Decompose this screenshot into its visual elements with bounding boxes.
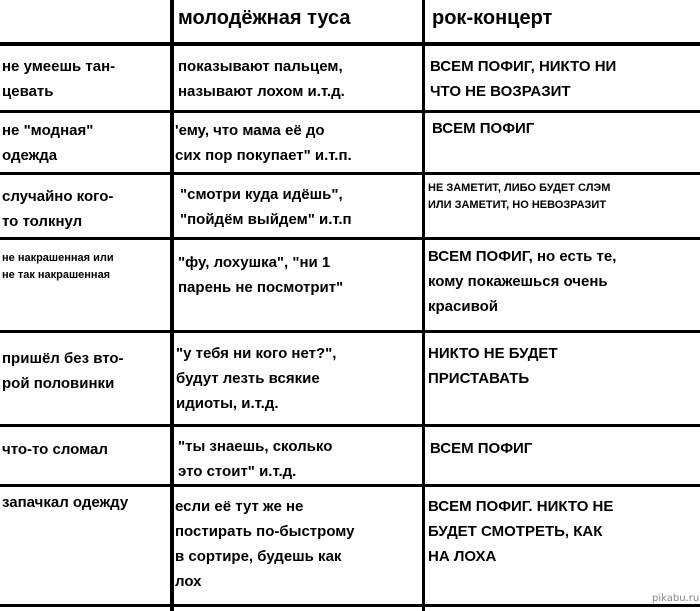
- situation-cell: случайно кого- то толкнул: [2, 188, 114, 230]
- rock-cell: ВСЕМ ПОФИГ: [432, 120, 535, 137]
- situation-cell: не умеешь тан- цевать: [2, 58, 116, 100]
- vertical-line-2: [422, 0, 425, 611]
- party-cell: 'ему, что мама её до сих пор покупает" и.т.п.: [175, 122, 352, 164]
- horizontal-line-3: [0, 237, 700, 240]
- horizontal-line-7: [0, 604, 700, 607]
- header-party: молодёжная туса: [178, 7, 351, 29]
- situation-cell: пришёл без вто- рой половинки: [2, 350, 124, 392]
- horizontal-line-5: [0, 424, 700, 427]
- rock-cell: ВСЕМ ПОФИГ, но есть те, кому покажешься очень красивой: [428, 248, 617, 315]
- rock-cell: НЕ ЗАМЕТИТ, ЛИБО БУДЕТ СЛЭМ ИЛИ ЗАМЕТИТ, НО НЕВОЗРАЗИТ: [428, 182, 611, 211]
- rock-cell: ВСЕМ ПОФИГ: [430, 440, 533, 457]
- party-cell: "смотри куда идёшь", "пойдём выйдем" и.т.п: [180, 186, 352, 228]
- header-rock-concert: рок-концерт: [432, 7, 553, 29]
- party-cell: если её тут же не постирать по-быстрому в сортире, будешь как лох: [175, 498, 355, 590]
- rock-cell: ВСЕМ ПОФИГ. НИКТО НЕ БУДЕТ СМОТРЕТЬ, КАК НА ЛОХА: [428, 498, 614, 565]
- rock-cell: НИКТО НЕ БУДЕТ ПРИСТАВАТЬ: [428, 345, 558, 387]
- party-cell: показывают пальцем, называют лохом и.т.д.: [178, 58, 345, 100]
- horizontal-line-4: [0, 330, 700, 333]
- horizontal-line-6: [0, 484, 700, 487]
- situation-cell: запачкал одежду: [2, 494, 129, 511]
- rock-cell: ВСЕМ ПОФИГ, НИКТО НИ ЧТО НЕ ВОЗРАЗИТ: [430, 58, 617, 100]
- vertical-line-1: [170, 0, 174, 611]
- situation-cell: что-то сломал: [2, 441, 108, 458]
- horizontal-line-header: [0, 42, 700, 46]
- party-cell: "у тебя ни кого нет?", будут лезть всякие идиоты, и.т.д.: [176, 345, 337, 412]
- party-cell: "фу, лохушка", "ни 1 парень не посмотрит": [178, 254, 344, 296]
- situation-cell: не накрашенная или не так накрашенная: [2, 252, 114, 281]
- watermark: pikabu.ru: [652, 593, 700, 604]
- party-cell: "ты знаешь, сколько это стоит" и.т.д.: [178, 438, 333, 480]
- horizontal-line-2: [0, 172, 700, 175]
- horizontal-line-1: [0, 110, 700, 113]
- situation-cell: не "модная" одежда: [2, 122, 94, 164]
